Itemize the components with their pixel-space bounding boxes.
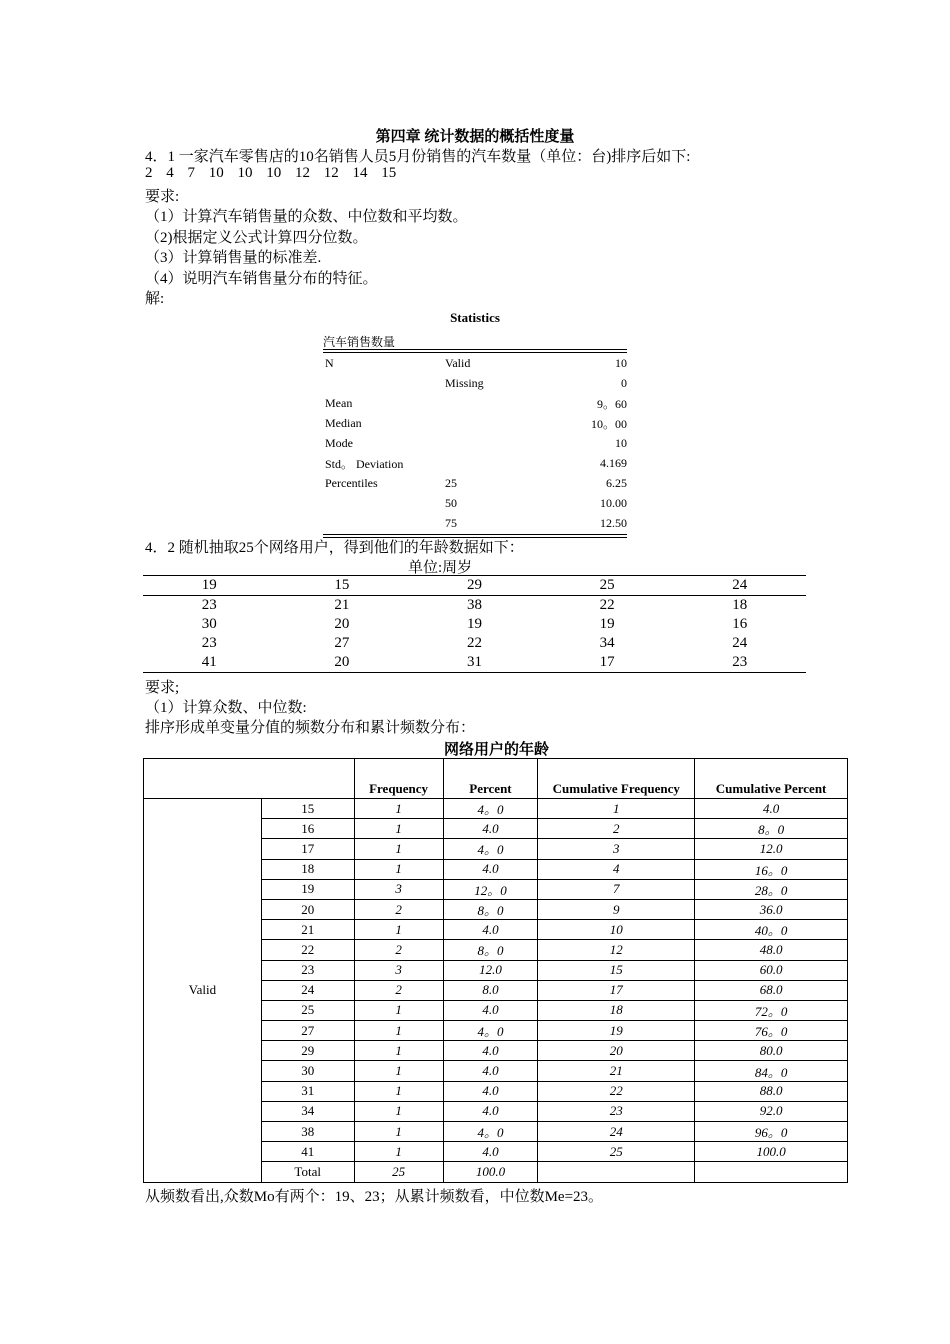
age-value: 29 (261, 1041, 354, 1061)
cumulative-percent-cell: 40。0 (695, 920, 848, 940)
total-empty (695, 1162, 848, 1182)
age-cell: 19 (599, 616, 615, 632)
q41-intro: 4．1 一家汽车零售店的10名销售人员5月份销售的汽车数量（单位：台)排序后如下: (145, 149, 691, 165)
table-row (323, 513, 627, 533)
cumulative-percent-cell: 92.0 (695, 1101, 848, 1121)
percent-cell: 4。0 (443, 839, 538, 859)
table-row (323, 413, 627, 433)
stat-value: 6.25 (606, 475, 627, 490)
cumulative-frequency-cell: 10 (538, 920, 695, 940)
cumulative-percent-cell: 28。0 (695, 879, 848, 899)
cumulative-percent-cell: 68.0 (695, 980, 848, 1000)
stat-label: Percentiles (325, 475, 378, 490)
cumulative-percent-cell: 88.0 (695, 1081, 848, 1101)
percent-cell: 4.0 (443, 1000, 538, 1020)
cumulative-percent-cell: 72。0 (695, 1000, 848, 1020)
number: 10 (237, 165, 253, 181)
frequency-cell: 1 (354, 1081, 443, 1101)
stat-value: 10 (615, 355, 627, 370)
frequency-cell: 1 (354, 1061, 443, 1081)
table-row (143, 653, 806, 673)
age-cell: 20 (334, 616, 350, 632)
age-value: 16 (261, 819, 354, 839)
percent-cell: 4.0 (443, 920, 538, 940)
stat-value: 0 (621, 375, 627, 390)
age-cell: 22 (466, 635, 482, 651)
stat-label: Mean (325, 395, 353, 410)
table-row (323, 393, 627, 413)
stat-sublabel: 75 (445, 515, 457, 530)
frequency-cell: 1 (354, 859, 443, 879)
cumulative-percent-cell: 60.0 (695, 960, 848, 980)
frequency-cell: 1 (354, 1000, 443, 1020)
stat-sublabel (443, 453, 535, 473)
stat-value: 9。60 (596, 396, 627, 411)
frequency-cell: 1 (354, 920, 443, 940)
cumulative-percent-cell: 4.0 (695, 799, 848, 819)
cumulative-frequency-cell: 7 (538, 879, 695, 899)
stat-sublabel (443, 393, 535, 413)
stat-label (323, 373, 443, 393)
number: 2 (145, 165, 153, 181)
stat-label: Std。 Deviation (325, 456, 404, 471)
cumulative-frequency-cell: 18 (538, 1000, 695, 1020)
stat-value: 12.50 (600, 515, 627, 530)
q42-item-1: （1）计算众数、中位数: (145, 700, 307, 716)
age-cell: 22 (599, 597, 615, 613)
stat-sublabel: 25 (445, 475, 457, 490)
frequency-cell: 1 (354, 819, 443, 839)
q42-requirements: 要求; (145, 680, 180, 696)
cumulative-percent-cell: 76。0 (695, 1021, 848, 1041)
q41-solution: 解: (145, 291, 165, 307)
stat-value: 10。00 (590, 416, 627, 431)
percent-cell: 4.0 (443, 1061, 538, 1081)
header-frequency: Frequency (354, 759, 443, 799)
age-cell: 18 (732, 597, 748, 613)
stats-title: Statistics (450, 310, 500, 325)
cumulative-frequency-cell: 24 (538, 1122, 695, 1142)
table-row (323, 373, 627, 393)
stat-label: N (325, 355, 334, 370)
cumulative-frequency-cell: 12 (538, 940, 695, 960)
frequency-cell: 2 (354, 980, 443, 1000)
age-cell: 24 (732, 635, 748, 651)
q42-intro: 4．2 随机抽取25个网络用户，得到他们的年龄数据如下： (145, 540, 524, 556)
header-empty (144, 759, 355, 799)
age-cell: 30 (201, 616, 217, 632)
age-value: 23 (261, 960, 354, 980)
frequency-cell: 1 (354, 1041, 443, 1061)
q42-item-2: 排序形成单变量分值的频数分布和累计频数分布： (145, 720, 476, 736)
percent-cell: 4。0 (443, 1122, 538, 1142)
age-value: 31 (261, 1081, 354, 1101)
age-cell: 24 (673, 576, 806, 596)
q41-item-4: （4）说明汽车销售量分布的特征。 (145, 271, 378, 287)
table-row (143, 576, 806, 596)
stat-sublabel (443, 433, 535, 453)
page-title: 第四章 统计数据的概括性度量 (375, 129, 575, 145)
q41-item-1: （1）计算汽车销售量的众数、中位数和平均数。 (145, 209, 468, 225)
frequency-cell: 3 (354, 879, 443, 899)
age-cell: 17 (541, 653, 674, 673)
cumulative-percent-cell: 36.0 (695, 899, 848, 919)
stat-sublabel (443, 413, 535, 433)
total-label: Total (261, 1162, 354, 1182)
percent-cell: 4.0 (443, 1081, 538, 1101)
total-percent: 100.0 (443, 1162, 538, 1182)
freq-title: 网络用户的年龄 (443, 742, 549, 758)
frequency-cell: 3 (354, 960, 443, 980)
table-row (143, 634, 806, 653)
frequency-cell: 2 (354, 940, 443, 960)
number: 4 (166, 165, 174, 181)
cumulative-frequency-cell: 9 (538, 899, 695, 919)
q42-unit: 单位:周岁 (408, 560, 473, 576)
stat-sublabel: 50 (445, 495, 457, 510)
percent-cell: 8。0 (443, 899, 538, 919)
percent-cell: 4。0 (443, 799, 538, 819)
number: 10 (266, 165, 282, 181)
table-row (323, 353, 627, 373)
table-row (143, 615, 806, 634)
age-value: 22 (261, 940, 354, 960)
frequency-cell: 1 (354, 1122, 443, 1142)
percent-cell: 4.0 (443, 1142, 538, 1162)
percent-cell: 4.0 (443, 1101, 538, 1121)
age-cell: 21 (334, 597, 350, 613)
age-cell: 19 (143, 576, 276, 596)
stat-value: 4.169 (600, 455, 627, 470)
age-value: 19 (261, 879, 354, 899)
percent-cell: 8.0 (443, 980, 538, 1000)
frequency-cell: 1 (354, 1021, 443, 1041)
cumulative-frequency-cell: 25 (538, 1142, 695, 1162)
stat-value: 10 (615, 435, 627, 450)
stat-sublabel: Missing (445, 375, 484, 390)
header-percent: Percent (443, 759, 538, 799)
number: 7 (187, 165, 195, 181)
table-row (323, 473, 627, 493)
percent-cell: 4。0 (443, 1021, 538, 1041)
header-cumulative-percent: Cumulative Percent (695, 759, 848, 799)
q41-requirements: 要求: (145, 189, 180, 205)
cumulative-percent-cell: 16。0 (695, 859, 848, 879)
cumulative-percent-cell: 84。0 (695, 1061, 848, 1081)
table-header-row (144, 759, 848, 799)
cumulative-frequency-cell: 1 (538, 799, 695, 819)
total-frequency: 25 (354, 1162, 443, 1182)
stat-label (323, 513, 443, 533)
stat-label: Mode (325, 435, 353, 450)
stat-label: Median (325, 415, 362, 430)
table-row (323, 493, 627, 513)
cumulative-percent-cell: 96。0 (695, 1122, 848, 1142)
frequency-cell: 2 (354, 899, 443, 919)
percent-cell: 12.0 (443, 960, 538, 980)
age-value: 17 (261, 839, 354, 859)
stat-value: 10.00 (600, 495, 627, 510)
age-data-table (143, 575, 806, 673)
age-value: 41 (261, 1142, 354, 1162)
age-cell: 23 (201, 635, 217, 651)
age-cell: 23 (673, 653, 806, 673)
percent-cell: 4.0 (443, 1041, 538, 1061)
table-row (143, 596, 806, 616)
header-cumulative-frequency: Cumulative Frequency (538, 759, 695, 799)
frequency-table (143, 758, 848, 1183)
cumulative-frequency-cell: 4 (538, 859, 695, 879)
age-value: 20 (261, 899, 354, 919)
statistics-table (323, 333, 627, 538)
age-cell: 41 (143, 653, 276, 673)
age-value: 30 (261, 1061, 354, 1081)
frequency-cell: 1 (354, 1101, 443, 1121)
stat-label (323, 493, 443, 513)
cumulative-frequency-cell: 3 (538, 839, 695, 859)
number: 14 (352, 165, 368, 181)
age-value: 24 (261, 980, 354, 1000)
cumulative-frequency-cell: 23 (538, 1101, 695, 1121)
age-value: 18 (261, 859, 354, 879)
percent-cell: 12。0 (443, 879, 538, 899)
age-cell: 20 (276, 653, 409, 673)
cumulative-frequency-cell: 2 (538, 819, 695, 839)
age-cell: 23 (201, 597, 217, 613)
cumulative-frequency-cell: 17 (538, 980, 695, 1000)
valid-label: Valid (144, 799, 262, 1183)
q41-item-3: （3）计算销售量的标准差. (145, 250, 322, 266)
frequency-cell: 1 (354, 799, 443, 819)
cumulative-frequency-cell: 21 (538, 1061, 695, 1081)
age-cell: 27 (334, 635, 350, 651)
age-value: 34 (261, 1101, 354, 1121)
age-cell: 34 (599, 635, 615, 651)
age-value: 27 (261, 1021, 354, 1041)
age-value: 25 (261, 1000, 354, 1020)
cumulative-frequency-cell: 22 (538, 1081, 695, 1101)
stats-caption: 汽车销售数量 (323, 333, 627, 350)
age-cell: 16 (732, 616, 748, 632)
cumulative-percent-cell: 12.0 (695, 839, 848, 859)
age-cell: 29 (408, 576, 541, 596)
number: 10 (208, 165, 224, 181)
cumulative-percent-cell: 8。0 (695, 819, 848, 839)
age-cell: 38 (466, 597, 482, 613)
table-row (144, 799, 848, 819)
age-value: 21 (261, 920, 354, 940)
table-row (323, 433, 627, 453)
number: 15 (381, 165, 397, 181)
age-cell: 19 (466, 616, 482, 632)
frequency-cell: 1 (354, 839, 443, 859)
number: 12 (295, 165, 310, 181)
total-empty (538, 1162, 695, 1182)
table-row (323, 453, 627, 473)
cumulative-percent-cell: 100.0 (695, 1142, 848, 1162)
conclusion: 从频数看出,众数Mo有两个：19、23；从累计频数看，中位数Me=23。 (145, 1189, 604, 1205)
percent-cell: 4.0 (443, 819, 538, 839)
percent-cell: 8。0 (443, 940, 538, 960)
stat-sublabel: Valid (445, 355, 471, 370)
frequency-cell: 1 (354, 1142, 443, 1162)
q41-item-2: （2)根据定义公式计算四分位数。 (145, 230, 368, 246)
cumulative-percent-cell: 80.0 (695, 1041, 848, 1061)
cumulative-percent-cell: 48.0 (695, 940, 848, 960)
number: 12 (323, 165, 339, 181)
age-cell: 25 (541, 576, 674, 596)
cumulative-frequency-cell: 15 (538, 960, 695, 980)
q41-numbers (145, 165, 406, 182)
age-value: 38 (261, 1122, 354, 1142)
age-cell: 31 (408, 653, 541, 673)
percent-cell: 4.0 (443, 859, 538, 879)
cumulative-frequency-cell: 20 (538, 1041, 695, 1061)
age-value: 15 (261, 799, 354, 819)
cumulative-frequency-cell: 19 (538, 1021, 695, 1041)
age-cell: 15 (276, 576, 409, 596)
